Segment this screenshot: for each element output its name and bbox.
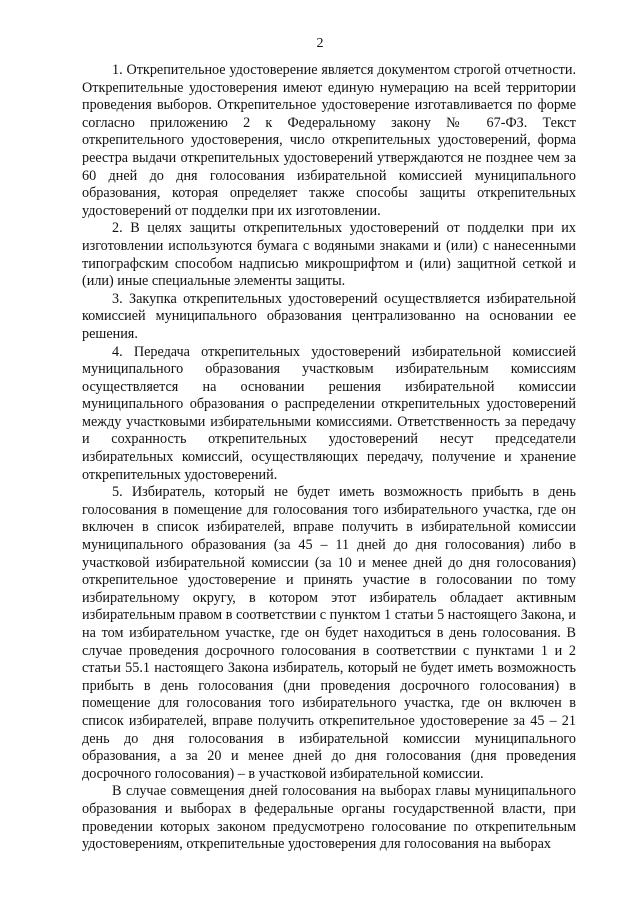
- document-body: [82, 62, 576, 854]
- paragraph-4: 4. Передача открепительных удостоверений избирательной комиссией муниципального образования участковым избирательным комиссиям осуществляется на основании решения избирательной комиссии муниципального образования о распределении открепительных удостоверений между участковыми избирательными комиссиями. Ответственность за передачу и сохранность открепительных удостоверений несут председатели избирательных комиссий, осуществляющих передачу, получение и хранение открепительных удостоверений.: [82, 343, 576, 483]
- paragraph-3: 3. Закупка открепительных удостоверений осуществляется избирательной комиссией муниципального образования централизованно на основании ее решения.: [82, 290, 576, 342]
- page-number: 2: [316, 36, 324, 51]
- paragraph-2: 2. В целях защиты открепительных удостоверений от подделки при их изготовлении используются бумага с водяными знаками и (или) с нанесенными типографским способом надписью микрошрифтом и (или) защитной сеткой и (или) иные специальные элементы защиты.: [82, 220, 576, 290]
- paragraph-1: 1. Открепительное удостоверение является документом строгой отчетности. Открепительные удостоверения имеют единую нумерацию на всей территории проведения выборов. Открепительное удостоверение изготавливается по форме согласно приложению 2 к Федеральному закону № 67-ФЗ. Текст открепительного удостоверения, число открепительных удостоверений, форма реестра выдачи открепительных удостоверений утверждаются не позднее чем за 60 дней до дня голосования избирательной комиссией муниципального образования, которая определяет также способы защиты открепительных удостоверений от подделки при их изготовлении.: [82, 62, 576, 219]
- paragraph-5: 5. Избиратель, который не будет иметь возможность прибыть в день голосования в помещение для голосования того избирательного участка, где он включен в список избирателей, вправе получить в избирательной комиссии муниципального образования (за 45 – 11 дней до дня голосования) либо в участковой избирательной комиссии (за 10 и менее дней до дня голосования) открепительное удостоверение и принять участие в голосовании по тому избирательному округу, в котором этот избиратель обладает активным избирательным правом в соответствии с пунктом 1 статьи 5 настоящего Закона, и на том избирательном участке, где он будет находиться в день голосования. В случае проведения досрочного голосования в соответствии с пунктами 1 и 2 статьи 55.1 настоящего Закона избиратель, который не будет иметь возможность прибыть в день голосования (дни проведения досрочного голосования) в помещение для голосования того избирательного участка, где он включен в список избирателей, вправе получить открепительное удостоверение за 45 – 21 день до дня голосования в избирательной комиссии муниципального образования, а за 20 и менее дней до дня голосования (дня проведения досрочного голосования) – в участковой избирательной комиссии.: [82, 484, 576, 782]
- paragraph-6: В случае совмещения дней голосования на выборах главы муниципального образования и выборах в федеральные органы государственной власти, при проведении которых законом предусмотрено голосование по открепительным удостоверениям, открепительные удостоверения для голосования на выборах: [82, 783, 576, 853]
